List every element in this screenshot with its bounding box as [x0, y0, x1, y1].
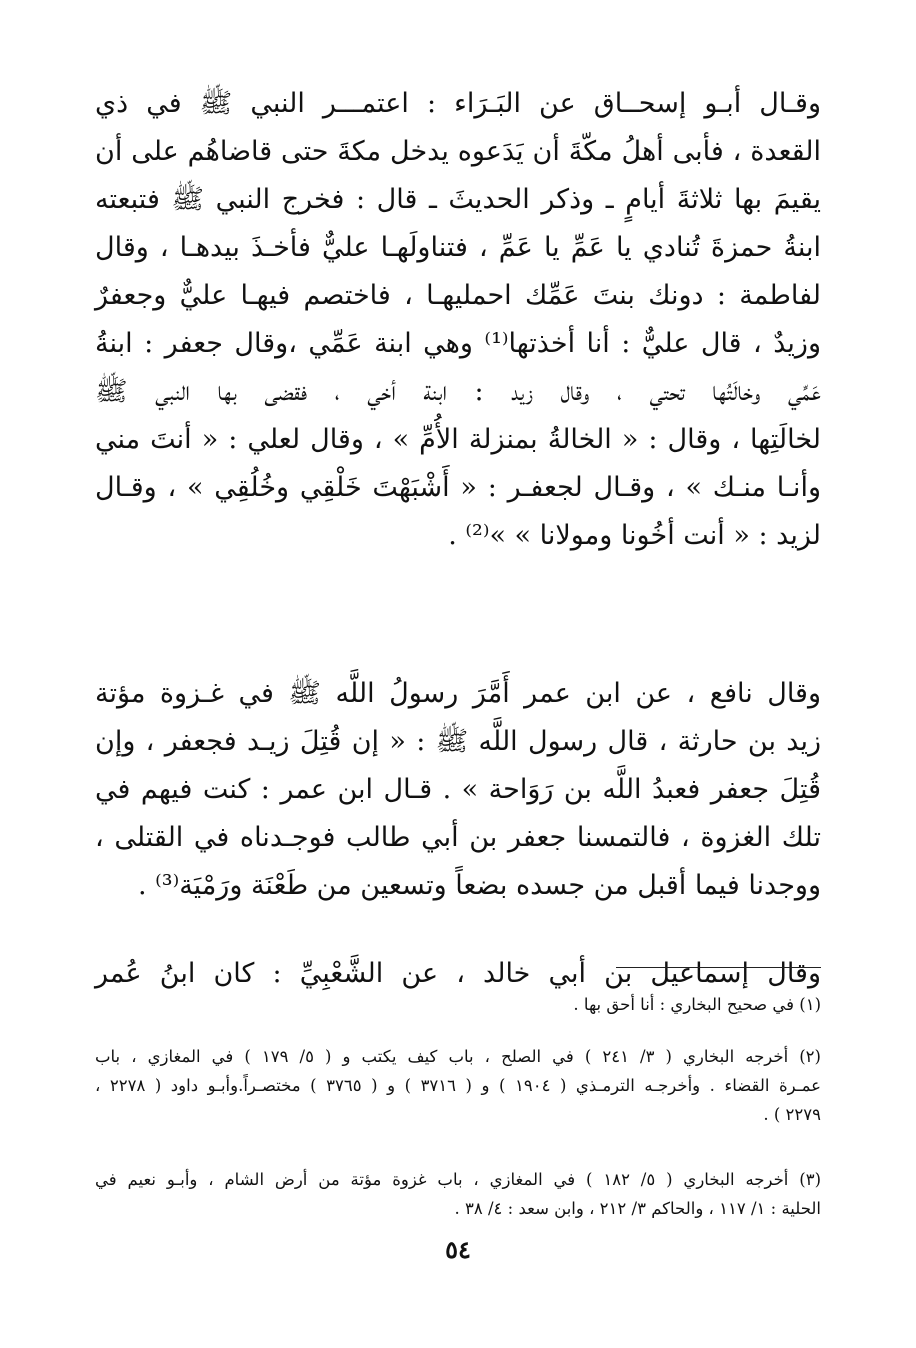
body-line: عَمِّي وخالَتُها تحتي ، وقال زيد : ابنة أخي ، فقضى بها النبي ﷺ	[95, 376, 821, 407]
body-line: قُتِلَ جعفر فعبدُ اللَّه بن رَوَاحة » . قـال ابن عمر : كنت فيهم في	[95, 774, 821, 805]
footnote-line: الحلية : ١/ ١١٧ ، والحاكم ٣/ ٢١٢ ، وابن سعد : ٤/ ٣٨ .	[454, 1199, 821, 1218]
body-line: لزيد : « أنت أخُونا ومولانا » »⁽²⁾ .	[448, 520, 821, 551]
body-line: القعدة ، فأبى أهلُ مكّةَ أن يَدَعوه يدخل مكةَ حتى قاضاهُم على أن	[95, 136, 821, 167]
footnote-2	[95, 1042, 821, 1129]
body-paragraph-1	[95, 80, 821, 560]
page-number: ٥٤	[445, 1235, 471, 1264]
body-line: وقال نافع ، عن ابن عمر أَمَّرَ رسولُ اللَّه ﷺ في غـزوة مؤتة	[95, 678, 821, 709]
body-paragraph-2	[95, 670, 821, 910]
body-line: لخالَتِها ، وقال : « الخالةُ بمنزلة الأُمِّ » ، وقال لعلي : « أنتَ مني	[95, 424, 821, 455]
body-line: تلك الغزوة ، فالتمسنا جعفر بن أبي طالب فوجـدناه في القتلى ،	[95, 822, 821, 853]
footnote-line: ٢٢٧٩ ) .	[763, 1105, 821, 1124]
body-line: يقيمَ بها ثلاثةَ أيامٍ ـ وذكر الحديثَ ـ قال : فخرج النبي ﷺ فتبعته	[95, 184, 821, 215]
footnote-line: عمـرة القضاء . وأخرجـه الترمـذي ( ١٩٠٤ ) و ( ٣٧١٦ ) و ( ٣٧٦٥ ) مختصـراً.وأبـو داود ( ٢٢٧٨ ،	[95, 1076, 821, 1095]
body-line: ابنةُ حمزةَ تُنادي يا عَمِّ يا عَمِّ ، فتناولَهـا عليٌّ فأخـذَ بيدهـا ، وقال	[95, 232, 821, 263]
body-line: ووجدنا فيما أقبل من جسده بضعاً وتسعين من طَعْنَة ورَمْيَة⁽³⁾ .	[137, 870, 821, 901]
body-line: زيد بن حارثة ، قال رسول اللَّه ﷺ : « إن قُتِلَ زيـد فجعفر ، وإن	[95, 726, 821, 757]
body-line: وزيدٌ ، قال عليٌّ : أنا أخذتها⁽¹⁾ وهي ابنة عَمِّي ،وقال جعفر : ابنةُ	[95, 328, 821, 359]
footnote-line: (١) في صحيح البخاري : أنا أحق بها .	[573, 995, 821, 1014]
body-line: وقـال أبـو إسحــاق عن البَـرَاء : اعتمـــر النبي ﷺ في ذي	[95, 88, 821, 119]
footnote-line: (٣) أخرجه البخاري ( ٥/ ١٨٢ ) في المغازي ، باب غزوة مؤتة من أرض الشام ، وأبـو نعيم في	[95, 1170, 821, 1189]
footnote-line: (٢) أخرجه البخاري ( ٣/ ٢٤١ ) في الصلح ، باب كيف يكتب و ( ٥/ ١٧٩ ) في المغازي ، باب	[95, 1047, 821, 1066]
footnote-1	[95, 990, 821, 1019]
body-line: وأنـا منـك » ، وقـال لجعفـر : « أَشْبَهْتَ خَلْقِي وخُلُقِي » ، وقـال	[95, 472, 821, 503]
footnote-separator	[616, 967, 821, 968]
book-page	[95, 70, 821, 1300]
body-line: لفاطمة : دونك بنتَ عَمِّك احمليهـا ، فاختصم فيهـا عليٌّ وجعفرٌ	[95, 280, 821, 311]
body-line: وقال إسماعيل بن أبي خالد ، عن الشَّعْبِيِّ : كان ابنُ عُمر	[95, 958, 821, 989]
footnote-3	[95, 1165, 821, 1223]
